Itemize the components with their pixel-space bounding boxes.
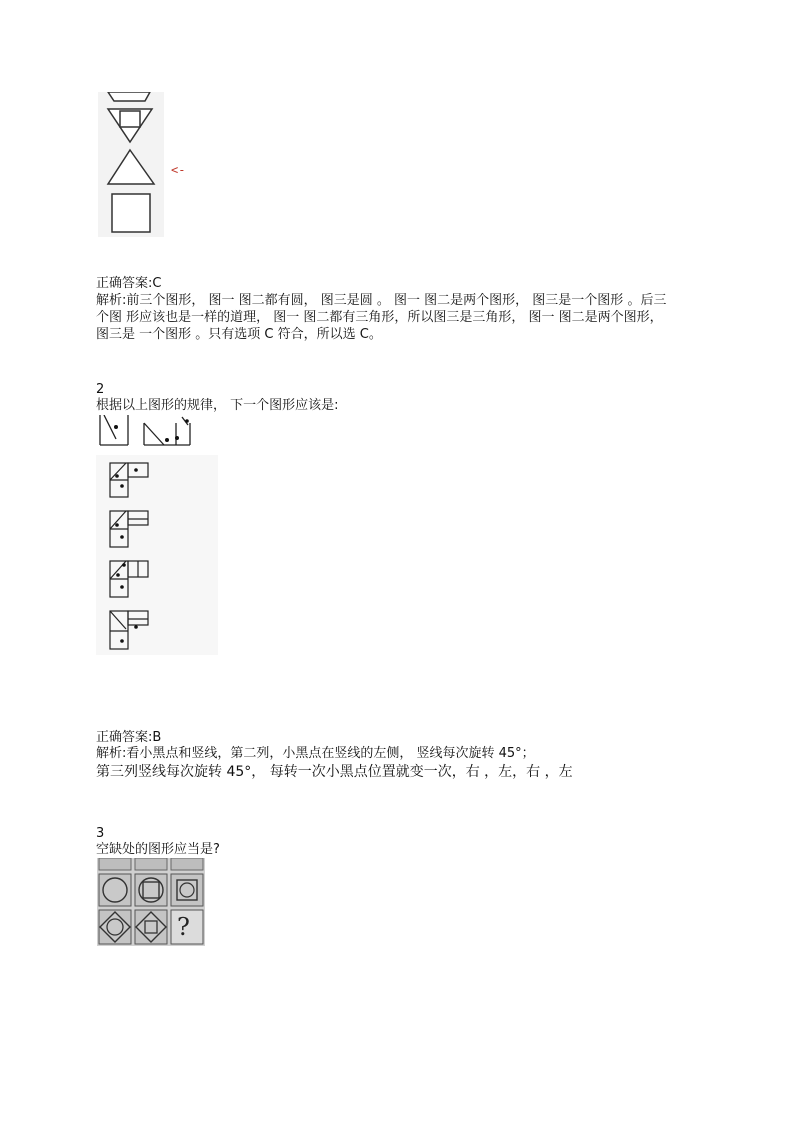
- q2-number: 2: [96, 382, 105, 397]
- q2-option-b-shape: [110, 511, 148, 547]
- q1-figure: [98, 92, 164, 237]
- q2-question: 根据以上图形的规律， 下一个图形应该是:: [96, 398, 339, 413]
- q3-question: 空缺处的图形应当是?: [96, 842, 220, 857]
- q3-grid-figure: [97, 858, 209, 948]
- q3-row-2: [99, 874, 203, 906]
- q2-options-svg: [96, 455, 218, 655]
- q1-analysis-line: 图三是 一个图形 。只有选项 C 符合，所以选 C。: [96, 327, 382, 342]
- q2-sequence-figure: [96, 415, 196, 450]
- q1-option-b-shape: [108, 109, 152, 142]
- q1-analysis-line: 解析:前三个图形， 图一 图二都有圆， 图三是圆 。 图一 图二是两个图形， 图三是一个图形 。后三: [96, 293, 667, 308]
- q1-options-svg: [98, 92, 164, 237]
- q1-answer-label: 正确答案:C: [96, 276, 162, 291]
- q2-option-c-shape: [110, 561, 148, 597]
- q2-options-figure: [96, 455, 218, 655]
- q3-grid-svg: [97, 858, 209, 948]
- q3-missing-mark: ?: [177, 913, 190, 941]
- q2-answer-label: 正确答案:B: [96, 730, 162, 745]
- q2-option-a-shape: [110, 463, 148, 497]
- q1-option-c-shape: [108, 150, 154, 184]
- q1-option-d-shape: [112, 194, 150, 232]
- q1-analysis-line: 个图 形应该也是一样的道理， 图一 图二都有三角形，所以图三是三角形， 图一 图二是两个图形，: [96, 310, 663, 325]
- q2-sequence-item-1: [100, 415, 128, 445]
- q2-analysis-line: 第三列竖线每次旋转 45°， 每转一次小黑点位置就变一次，右 ，左，右 ，左: [96, 764, 573, 780]
- q1-answer-block: [96, 275, 716, 343]
- q2-option-d-shape: [110, 611, 148, 649]
- q3-row-1: [99, 858, 203, 870]
- q2-sequence-svg: [96, 415, 196, 450]
- q2-sequence-item-2: [144, 417, 190, 445]
- q2-analysis-line: 解析:看小黑点和竖线，第二列，小黑点在竖线的左侧， 竖线每次旋转 45°；: [96, 746, 535, 761]
- q1-arrow-marker: <-: [171, 163, 186, 177]
- q3-number: 3: [96, 826, 105, 841]
- q1-option-a-shape: [108, 92, 150, 101]
